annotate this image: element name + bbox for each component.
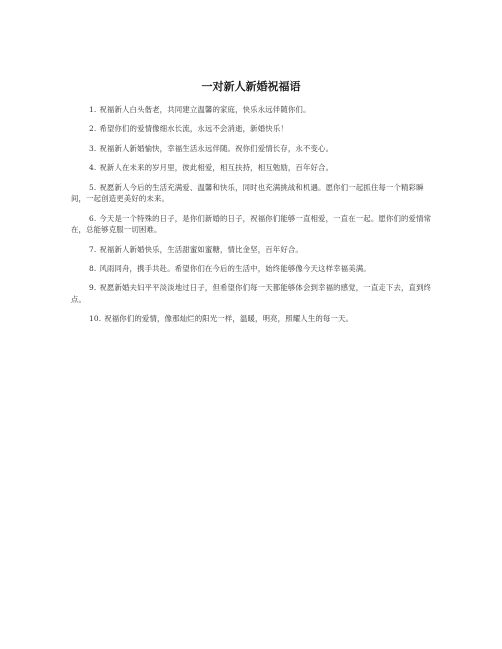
item-text: 祝福新人新婚快乐，生活甜蜜如蜜糖，情比金坚，百年好合。 bbox=[99, 244, 303, 254]
item-number: 5. bbox=[89, 182, 97, 192]
list-item bbox=[71, 182, 433, 205]
item-text: 今天是一个特殊的日子，是你们新婚的日子，祝福你们能够一直相爱，一直在一起。愿你们的爱情常在，总能够克服一切困难。 bbox=[71, 213, 432, 235]
item-number: 2. bbox=[89, 124, 97, 134]
list-item bbox=[71, 162, 433, 174]
item-number: 1. bbox=[89, 105, 97, 114]
item-number: 3. bbox=[89, 143, 97, 153]
item-text: 祝愿新人今后的生活充满爱、温馨和快乐，同时也充满挑战和机遇。愿你们一起抓住每一个精彩瞬间，一起创造更美好的未来。 bbox=[71, 182, 424, 204]
item-number: 6. bbox=[89, 213, 97, 223]
list-item bbox=[71, 244, 433, 256]
item-text: 风雨同舟，携手共赴。希望你们在今后的生活中，始终能够像今天这样幸福美满。 bbox=[99, 263, 371, 273]
item-number: 8. bbox=[89, 263, 97, 273]
item-text: 祝福新人白头偕老，共同建立温馨的家庭，快乐永远伴随你们。 bbox=[99, 105, 311, 114]
list-item bbox=[71, 123, 433, 135]
wishes-list bbox=[71, 104, 433, 333]
item-text: 祝福你们的爱情，像那灿烂的阳光一样，温暖，明亮，照耀人生的每一天。 bbox=[104, 314, 354, 324]
list-item bbox=[71, 143, 433, 155]
item-number: 9. bbox=[89, 283, 97, 293]
item-text: 祝愿新婚夫妇平平淡淡地过日子，但希望你们每一天都能够体会到幸福的感觉，一直走下去，直到终点。 bbox=[71, 283, 432, 304]
item-number: 7. bbox=[89, 244, 97, 254]
list-item bbox=[71, 213, 433, 236]
list-item bbox=[71, 263, 433, 275]
list-item bbox=[71, 104, 433, 116]
item-number: 10. bbox=[89, 314, 102, 324]
item-text: 祝新人在未来的岁月里，彼此相爱，相互扶持，相互勉励，百年好合。 bbox=[99, 163, 334, 173]
item-text: 祝福新人新婚愉快，幸福生活永远伴随。祝你们爱情长存，永不变心。 bbox=[99, 143, 334, 153]
page-title: 一对新人新婚祝福语 bbox=[201, 80, 301, 93]
item-text: 希望你们的爱情像细水长流，永远不会消逝，新婚快乐！ bbox=[99, 124, 288, 134]
list-item bbox=[71, 313, 433, 325]
item-number: 4. bbox=[89, 163, 97, 173]
list-item bbox=[71, 282, 433, 305]
